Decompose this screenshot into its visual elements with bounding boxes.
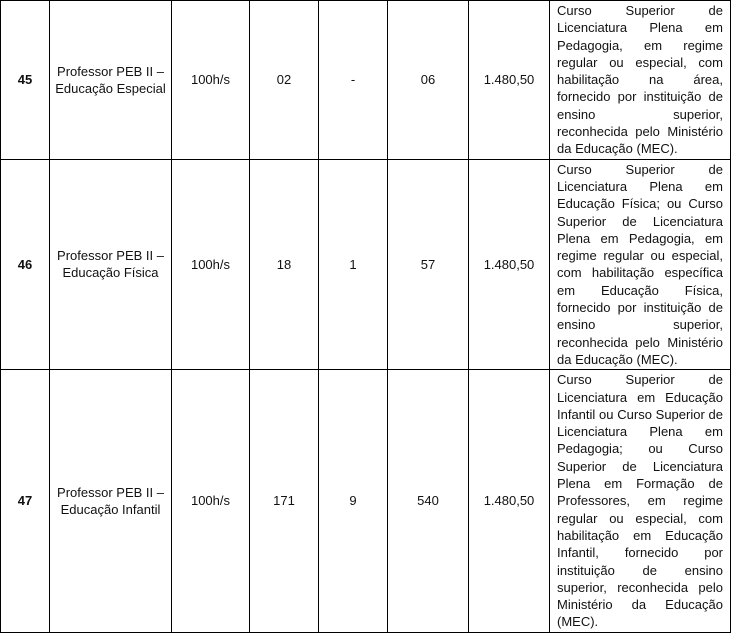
job-title-line: Educação Infantil [60, 501, 161, 517]
requirements: Curso Superior de Licenciatura Plena em Educação Física; ou Curso Superior de Licenciatura Plena em Pedagogia, em regime regular ou especial, com habilitação específica em Educação Física, fornecido por instituição de ensino superior, reconhecida pelo Ministério da Educação (MEC). [550, 159, 731, 370]
row-number: 46 [1, 159, 50, 370]
vacancies: 171 [250, 370, 319, 632]
reserve-list: 540 [388, 370, 469, 632]
vacancies: 02 [250, 1, 319, 160]
job-title-line: Professor PEB II – [57, 484, 164, 500]
job-title [50, 1, 172, 160]
requirements: Curso Superior de Licenciatura em Educação Infantil ou Curso Superior de Licenciatura Plena em Pedagogia; ou Curso Superior de Licenciatura Plena em Formação de Professores, em regime regular ou especial, com habilitação em Educação Infantil, fornecido por instituição de ensino superior, reconhecida pelo Ministério da Educação (MEC). [550, 370, 731, 632]
table-row [1, 1, 731, 160]
vacancies-pcd: 1 [319, 159, 388, 370]
job-title-line: Educação Especial [55, 80, 166, 96]
vacancies: 18 [250, 159, 319, 370]
table-row [1, 370, 731, 632]
requirements: Curso Superior de Licenciatura Plena em Pedagogia, em regime regular ou especial, com habilitação na área, fornecido por instituição de ensino superior, reconhecida pelo Ministério da Educação (MEC). [550, 1, 731, 160]
job-title-line: Professor PEB II – [57, 248, 164, 264]
salary: 1.480,50 [469, 1, 550, 160]
job-title-line: Professor PEB II – [57, 63, 164, 79]
salary: 1.480,50 [469, 370, 550, 632]
vacancies-pcd: - [319, 1, 388, 160]
job-title [50, 159, 172, 370]
row-number: 47 [1, 370, 50, 632]
job-title [50, 370, 172, 632]
job-title-line: Educação Física [62, 265, 159, 281]
table-row [1, 159, 731, 370]
row-number: 45 [1, 1, 50, 160]
vacancies-pcd: 9 [319, 370, 388, 632]
reserve-list: 57 [388, 159, 469, 370]
workload: 100h/s [172, 370, 250, 632]
workload: 100h/s [172, 159, 250, 370]
salary: 1.480,50 [469, 159, 550, 370]
reserve-list: 06 [388, 1, 469, 160]
workload: 100h/s [172, 1, 250, 160]
